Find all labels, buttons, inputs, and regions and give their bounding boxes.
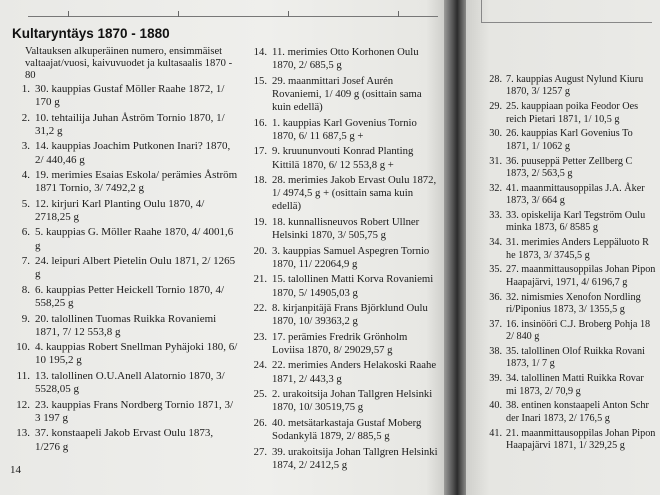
entry-body [506,428,660,453]
entry-body [506,156,660,181]
entry-text: 18. kunnallisneuvos Robert Ullner Helsinki 1870, 3/ 505,75 g [272,215,420,242]
list-item [242,446,440,472]
entry-number: 5. [21,197,30,210]
entry-text: 12. kirjuri Karl Planting Oulu 1870, 4/ 2718,25 g [35,197,205,224]
list-item [480,400,660,425]
entry-number: 19. [253,215,267,228]
entry-number: 16. [253,116,267,129]
entry-text: 9. kruununvouti Konrad Planting Kittilä 1870, 6/ 12 553,8 g + [272,145,414,171]
entry-text: 35. talollinen Olof Ruikka Rovani [506,346,645,358]
entry-body [506,400,660,425]
entry-number: 14. [253,46,267,58]
entry-text: 4. kauppias Robert Snellman Pyhäjoki 180, 6/ 10 195,2 g [35,341,238,367]
entry-body [506,292,660,317]
entry-text: 14. kauppias Joachim Putkonen Inari? 1870, 2/ 440,46 g [35,140,231,166]
entry-text: 24. leipuri Albert Pietelin Oulu 1871, 2/ 1265 g [35,255,236,281]
list-item [6,427,238,454]
list-item [242,331,440,357]
list-item [242,273,440,299]
entry-body [506,319,660,344]
entry-column-b [242,46,440,474]
entry-number: 13. [16,427,30,440]
entry-text: 16. insinööri C.J. Broberg Pohja 18 [506,318,651,330]
list-item [242,46,440,72]
entry-text: 25. kauppiaan poika Feodor Oes [506,101,639,113]
list-item [480,428,660,453]
list-item [6,313,238,340]
list-item [480,183,660,208]
entry-body [506,183,660,208]
entry-text: 27. maanmittausoppilas Johan Pipon [506,264,656,276]
list-item [6,169,238,196]
entry-number: 3. [21,140,30,153]
list-item [480,237,660,262]
entry-body [506,237,660,262]
entry-text: 21. maanmittausoppilas Johan Pipon [506,427,656,439]
entry-number: 32. [489,182,502,194]
intro-text: Valtauksen alkuperäinen numero, ensimmäiset valtaajat/vuosi, kaivuvuodet ja kultasaalis 1870 - 80 [25,46,233,81]
entry-text: 31. merimies Anders Leppäluoto R [506,237,649,249]
entry-number: 4. [21,169,30,182]
entry-text-continued: 1871, 1/ 1062 g [506,140,570,152]
entry-number: 33. [489,210,502,222]
list-item [480,346,660,371]
entry-text: 6. kauppias Petter Heickell Tornio 1870, 4/ 558,25 g [35,283,225,310]
list-item [6,112,238,139]
entry-text: 32. nimismies Xenofon Nordling [506,291,641,303]
entry-number: 2. [21,111,30,124]
entry-body [506,210,660,235]
entry-text: 28. merimies Jakob Ervast Oulu 1872, 1/ 4974,5 g + (osittain sama kuin edellä) [272,174,437,213]
entry-number: 34. [489,237,502,249]
entry-text: 19. merimies Esaias Eskola/ perämies Åström 1871 Tornio, 3/ 7492,2 g [35,169,238,195]
entry-number: 39. [489,373,502,385]
entry-text: 13. talollinen O.U.Anell Alatornio 1870, 3/ 5528,05 g [35,369,225,396]
entry-text-continued: 2/ 840 g [506,331,540,343]
entry-text: 17. perämies Fredrik Grönholm Loviisa 1870, 8/ 29029,57 g [272,330,408,356]
entry-column-c [480,74,660,452]
list-item [480,74,660,99]
entry-number: 8. [21,283,30,296]
list-item [242,145,440,171]
list-item [480,292,660,317]
entry-text-continued: 1873, 3/ 664 g [506,195,565,207]
entry-body [506,264,660,289]
entry-text-continued: mi 1873, 2/ 70,9 g [506,385,581,397]
entry-number: 27. [253,445,267,458]
entry-text-continued: 1870, 3/ 1257 g [506,86,570,98]
list-item [242,174,440,214]
entry-number: 20. [253,244,267,257]
entry-number: 25. [253,388,267,401]
entry-text: 33. opiskelija Karl Tegström Oulu [506,210,646,222]
entry-number: 26. [253,416,267,429]
entry-text: 20. talollinen Tuomas Ruikka Rovaniemi 1871, 7/ 12 553,8 g [35,312,217,338]
entry-number: 17. [253,145,267,158]
list-item [480,210,660,235]
entry-number: 11. [16,369,30,382]
list-item [6,284,238,311]
entry-number: 6. [21,226,30,239]
list-item [480,319,660,344]
entry-number: 22. [253,302,267,315]
figure-frame-right [481,0,652,23]
figure-strip-top [28,0,438,17]
entry-number: 30. [489,128,502,140]
entry-number: 10. [16,341,30,354]
book-gutter [444,0,466,495]
entry-number: 28. [489,74,502,85]
list-item [242,359,440,385]
entry-text: 29. maanmittari Josef Aurén Rovaniemi, 1/ 409 g (osittain sama kuin edellä) [272,74,422,114]
entry-text: 15. talollinen Matti Korva Rovaniemi 1870, 5/ 14905,03 g [272,273,434,299]
entry-text-continued: der Inari 1873, 2/ 176,5 g [506,412,610,424]
entry-text-continued: 1873, 1/ 7 g [506,358,555,370]
list-item [480,264,660,289]
entry-number: 24. [253,359,267,372]
entry-text-continued: Haapajärvi 1871, 1/ 329,25 g [506,440,625,452]
entry-text: 36. puuseppä Petter Zellberg C [506,155,633,167]
entry-text: 26. kauppias Karl Govenius To [506,128,633,140]
entry-text-continued: Haapajärvi, 1971, 4/ 6196,7 g [506,276,628,288]
entry-text: 40. metsätarkastaja Gustaf Moberg Sodankylä 1879, 2/ 885,5 g [272,416,422,443]
entry-text: 1. kauppias Karl Govenius Tornio 1870, 6/ 11 687,5 g + [272,116,417,142]
list-item [6,255,238,282]
list-item [242,245,440,271]
entry-number: 15. [253,74,267,87]
entry-text: 30. kauppias Gustaf Möller Raahe 1872, 1/ 170 g [35,83,225,109]
entry-body [506,373,660,398]
list-item [6,399,238,426]
entry-number: 31. [489,155,502,167]
list-item [6,83,238,110]
entry-body [506,74,660,99]
entry-text-continued: ri/Piponius 1873, 3/ 1355,5 g [506,304,625,316]
entry-text: 23. kauppias Frans Nordberg Tornio 1871, 3/ 3 197 g [35,398,234,424]
list-item [6,198,238,225]
entry-body [506,346,660,371]
entry-number: 12. [16,398,30,411]
entry-text: 8. kirjanpitäjä Frans Björklund Oulu 1870, 10/ 39363,2 g [272,302,428,328]
list-item [242,417,440,443]
entry-text: 41. maanmittausoppilas J.A. Åker [506,182,645,194]
entry-number: 37. [489,318,502,330]
list-item [480,156,660,181]
entry-number: 7. [21,255,30,268]
entry-text-continued: he 1873, 3/ 3745,5 g [506,249,590,261]
list-item [6,226,238,253]
entry-number: 35. [489,264,502,276]
list-item [6,370,238,397]
entry-number: 9. [21,312,30,325]
entry-body [506,101,660,126]
entry-text: 22. merimies Anders Helakoski Raahe 1871, 2/ 443,3 g [272,359,437,385]
list-item [480,128,660,153]
entry-text-continued: 1873, 2/ 563,5 g [506,168,573,180]
entry-text: 5. kauppias G. Möller Raahe 1870, 4/ 4001,6 g [35,226,234,252]
entry-text-continued: minka 1873, 6/ 8585 g [506,222,598,234]
entry-number: 40. [489,400,502,412]
list-item [480,373,660,398]
entry-text: 7. kauppias August Nylund Kiuru [506,74,644,85]
list-item [242,117,440,143]
entry-text: 10. tehtailija Juhan Åström Tornio 1870, 1/ 31,2 g [35,111,225,137]
list-item [242,302,440,328]
entry-number: 38. [489,346,502,358]
entry-number: 21. [253,273,267,286]
list-item [242,216,440,242]
entry-text-continued: reich Pietari 1871, 1/ 10,5 g [506,113,620,125]
list-item [6,341,238,368]
entry-number: 1. [21,83,30,95]
page-number: 14 [10,464,21,476]
entry-text: 39. urakoitsija Johan Tallgren Helsinki 1874, 2/ 2412,5 g [272,445,438,471]
list-item [480,101,660,126]
entry-number: 29. [489,101,502,113]
entry-text: 37. konstaapeli Jakob Ervast Oulu 1873, 1/276 g [35,427,214,453]
entry-body [506,128,660,153]
entry-number: 23. [253,330,267,343]
list-item [242,388,440,414]
entry-number: 18. [253,174,267,187]
entry-text: 2. urakoitsija Johan Tallgren Helsinki 1870, 10/ 30519,75 g [272,388,433,414]
entry-text: 11. merimies Otto Korhonen Oulu 1870, 2/ 685,5 g [272,46,419,72]
entry-number: 36. [489,291,502,303]
entry-column-a [6,83,238,456]
entry-number: 41. [489,427,502,439]
entry-text: 34. talollinen Matti Ruikka Rovar [506,373,644,385]
page-heading: Kultaryntäys 1870 - 1880 [12,26,170,41]
list-item [6,140,238,167]
entry-text: 38. entinen konstaapeli Anton Schr [506,400,649,412]
list-item [242,75,440,115]
entry-text: 3. kauppias Samuel Aspegren Tornio 1870, 11/ 22064,9 g [272,244,430,270]
